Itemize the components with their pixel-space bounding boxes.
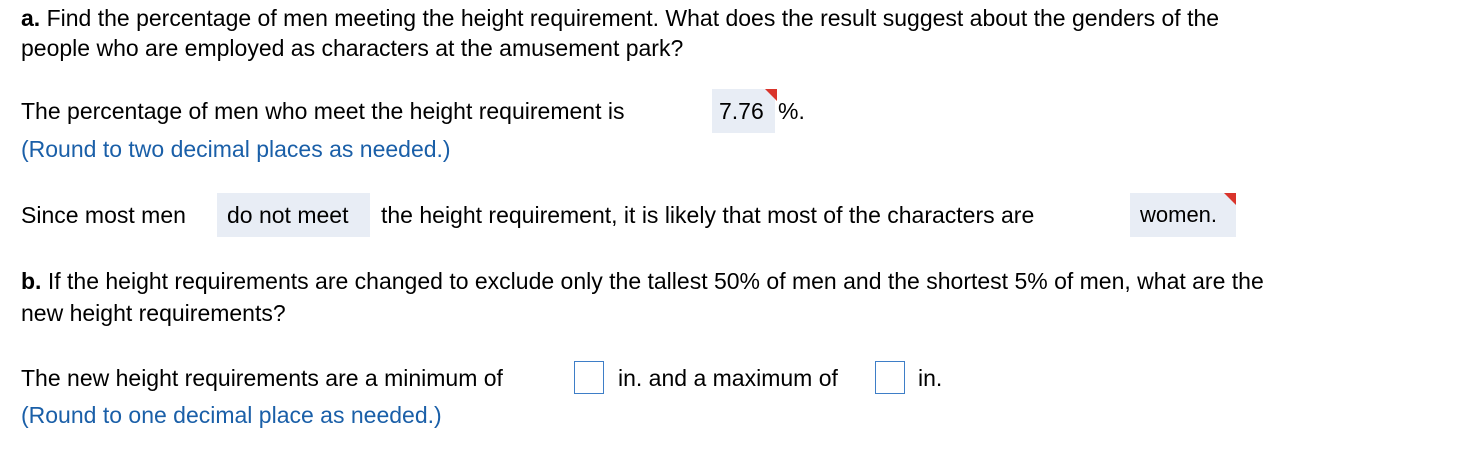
- part-a-question-line1: [21, 3, 1219, 33]
- since-sentence-middle: the height requirement, it is likely that most of the characters are: [381, 202, 1035, 228]
- meet-dropdown[interactable]: [217, 193, 370, 237]
- part-b-label: b.: [21, 268, 42, 294]
- percentage-answer-prefix: The percentage of men who meet the height requirement is: [21, 98, 625, 124]
- meet-dropdown-value: do not meet: [227, 202, 349, 228]
- height-answer-suffix: in.: [918, 365, 943, 391]
- minimum-height-input[interactable]: [574, 361, 604, 394]
- height-answer-middle: in. and a maximum of: [618, 365, 838, 391]
- part-b-rounding-note: (Round to one decimal place as needed.): [21, 402, 442, 428]
- part-b-question-text: If the height requirements are changed to exclude only the tallest 50% of men and the shortest 5% of men, what are the: [41, 268, 1264, 294]
- since-sentence-prefix: Since most men: [21, 202, 186, 228]
- part-a-question-line2: people who are employed as characters at the amusement park?: [21, 35, 684, 61]
- maximum-height-input[interactable]: [875, 361, 905, 394]
- percentage-answer-value: 7.76: [719, 98, 764, 124]
- incorrect-flag-icon: [765, 89, 777, 101]
- part-b-question-line1: [21, 266, 1264, 296]
- gender-dropdown[interactable]: [1130, 193, 1236, 237]
- part-a-rounding-note: (Round to two decimal places as needed.): [21, 136, 451, 162]
- height-answer-prefix: The new height requirements are a minimum of: [21, 365, 503, 391]
- part-a-question-text: Find the percentage of men meeting the height requirement. What does the result suggest about the genders of the: [40, 5, 1220, 31]
- part-b-question-line2: new height requirements?: [21, 300, 286, 326]
- gender-dropdown-value: women.: [1140, 202, 1218, 227]
- incorrect-flag-icon: [1224, 193, 1236, 205]
- part-a-label: a.: [21, 5, 41, 31]
- percentage-answer-suffix: %.: [778, 98, 805, 124]
